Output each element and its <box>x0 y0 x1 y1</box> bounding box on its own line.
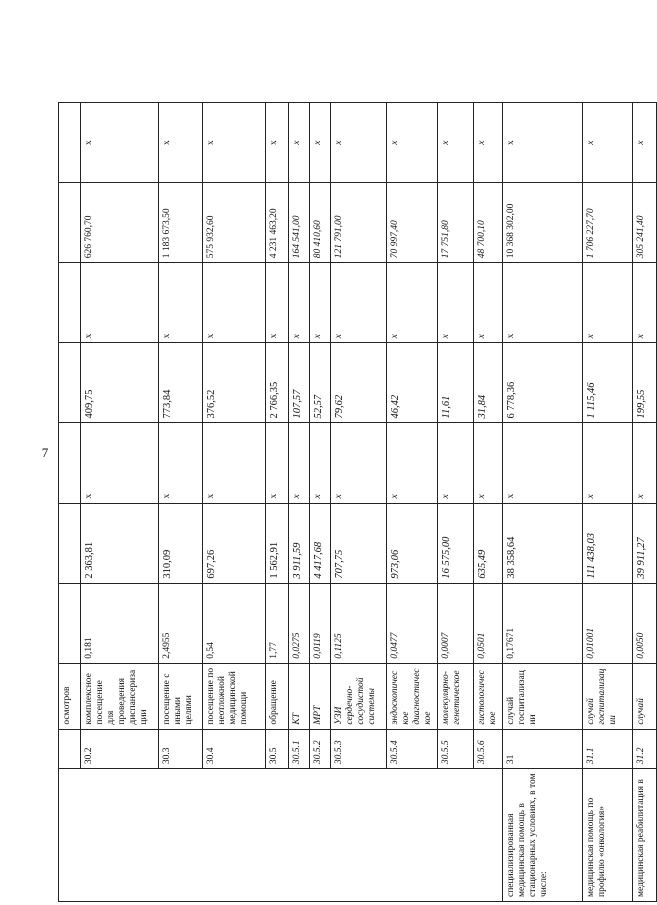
row-number: 31 <box>503 729 583 769</box>
row-number: 30.5.3 <box>331 729 387 769</box>
table-row <box>633 103 657 902</box>
table-row <box>59 103 81 902</box>
value-cell: 10 368 302,00 <box>503 183 583 263</box>
value-cell: 79,62 <box>331 343 387 423</box>
value-cell: х <box>159 423 203 503</box>
row-number: 30.5.5 <box>438 729 474 769</box>
value-cell: 80 410,60 <box>310 183 331 263</box>
value-cell: 4 231 463,20 <box>266 183 289 263</box>
row-number: 30.5.1 <box>289 729 310 769</box>
value-cell: х <box>203 263 266 343</box>
table-row <box>503 103 583 902</box>
value-cell: 0,01001 <box>583 583 633 663</box>
value-cell: 107,57 <box>289 343 310 423</box>
value-cell: 635,49 <box>474 503 503 583</box>
value-cell: 0,17671 <box>503 583 583 663</box>
row-number: 30.5 <box>266 729 289 769</box>
unit-cell: МРТ <box>310 663 331 729</box>
value-cell: 1 706 227,70 <box>583 183 633 263</box>
unit-cell: УЗИ сердечно-сосудистой системы <box>331 663 387 729</box>
row-number: 30.4 <box>203 729 266 769</box>
value-cell: 305 241,40 <box>633 183 657 263</box>
value-cell: х <box>387 263 438 343</box>
value-cell <box>59 183 81 263</box>
value-cell: 0,0477 <box>387 583 438 663</box>
value-cell: 0,0275 <box>289 583 310 663</box>
value-cell: х <box>474 103 503 183</box>
value-cell: 1 183 673,50 <box>159 183 203 263</box>
value-cell: 1 562,91 <box>266 503 289 583</box>
row-title: специализированная медицинская помощь в стационарных условиях, в том числе: <box>503 769 583 902</box>
unit-cell: посещение с иными целями <box>159 663 203 729</box>
value-cell <box>59 103 81 183</box>
value-cell: х <box>310 423 331 503</box>
value-cell: х <box>583 263 633 343</box>
value-cell: 2 363,81 <box>81 503 159 583</box>
value-cell: х <box>310 103 331 183</box>
value-cell: 707,75 <box>331 503 387 583</box>
value-cell: х <box>159 103 203 183</box>
value-cell: 0,0050 <box>633 583 657 663</box>
row-number: 30.2 <box>81 729 159 769</box>
row-title: медицинская реабилитация в <box>633 769 657 902</box>
unit-cell: КТ <box>289 663 310 729</box>
value-cell <box>59 343 81 423</box>
value-cell: х <box>310 263 331 343</box>
unit-cell: гистологическое <box>474 663 503 729</box>
value-cell: х <box>438 263 474 343</box>
value-cell <box>59 503 81 583</box>
value-cell: х <box>583 423 633 503</box>
unit-cell: комплексное посещение для проведения диспансеризации <box>81 663 159 729</box>
row-number: 30.5.6 <box>474 729 503 769</box>
value-cell: 48 700,10 <box>474 183 503 263</box>
value-cell: х <box>387 423 438 503</box>
value-cell: х <box>81 263 159 343</box>
data-table <box>58 102 657 902</box>
value-cell: 697,26 <box>203 503 266 583</box>
value-cell: 4 417,68 <box>310 503 331 583</box>
unit-cell: посещение по неотложной медицинской помощи <box>203 663 266 729</box>
value-cell <box>59 263 81 343</box>
row-title: медицинская помощь по профилю «онкология» <box>583 769 633 902</box>
row-number: 31.1 <box>583 729 633 769</box>
value-cell: 773,84 <box>159 343 203 423</box>
value-cell: х <box>583 103 633 183</box>
value-cell: х <box>289 103 310 183</box>
value-cell: х <box>159 263 203 343</box>
value-cell: х <box>203 423 266 503</box>
value-cell: 3 911,59 <box>289 503 310 583</box>
value-cell: 973,06 <box>387 503 438 583</box>
row-title <box>59 769 503 902</box>
value-cell: 31,84 <box>474 343 503 423</box>
value-cell: 164 541,00 <box>289 183 310 263</box>
value-cell: х <box>266 423 289 503</box>
value-cell: 199,55 <box>633 343 657 423</box>
value-cell: х <box>331 423 387 503</box>
row-number: 30.5.4 <box>387 729 438 769</box>
value-cell: 16 575,00 <box>438 503 474 583</box>
value-cell: х <box>81 423 159 503</box>
unit-cell: эндоскопическое диагностическое <box>387 663 438 729</box>
value-cell: 310,09 <box>159 503 203 583</box>
value-cell: х <box>474 263 503 343</box>
value-cell: 2,4955 <box>159 583 203 663</box>
value-cell: 39 911,27 <box>633 503 657 583</box>
value-cell: 38 358,64 <box>503 503 583 583</box>
row-number: 31.2 <box>633 729 657 769</box>
unit-cell: молекулярно-генетическое <box>438 663 474 729</box>
value-cell: х <box>503 103 583 183</box>
value-cell: 376,52 <box>203 343 266 423</box>
value-cell: х <box>633 263 657 343</box>
value-cell: х <box>203 103 266 183</box>
value-cell: 0,181 <box>81 583 159 663</box>
page-number: 7 <box>41 445 49 460</box>
value-cell: 17 751,80 <box>438 183 474 263</box>
value-cell: 6 778,36 <box>503 343 583 423</box>
unit-cell: осмотров <box>59 663 81 729</box>
value-cell: 52,57 <box>310 343 331 423</box>
unit-cell: случай госпитализации <box>503 663 583 729</box>
value-cell: 111 438,03 <box>583 503 633 583</box>
value-cell: х <box>474 423 503 503</box>
value-cell: 0,54 <box>203 583 266 663</box>
value-cell: 0,0501 <box>474 583 503 663</box>
value-cell: х <box>289 263 310 343</box>
value-cell: 2 766,35 <box>266 343 289 423</box>
table-row <box>583 103 633 902</box>
value-cell: х <box>289 423 310 503</box>
value-cell: 575 932,60 <box>203 183 266 263</box>
value-cell: х <box>503 423 583 503</box>
value-cell: х <box>438 103 474 183</box>
row-number <box>59 729 81 769</box>
value-cell: х <box>331 103 387 183</box>
value-cell: 121 791,00 <box>331 183 387 263</box>
value-cell: х <box>438 423 474 503</box>
value-cell: х <box>387 103 438 183</box>
value-cell: 1,77 <box>266 583 289 663</box>
value-cell: 46,42 <box>387 343 438 423</box>
value-cell: х <box>266 103 289 183</box>
rotated-table-container <box>58 102 647 902</box>
value-cell: 0,0007 <box>438 583 474 663</box>
value-cell: 11,61 <box>438 343 474 423</box>
value-cell: 0,0119 <box>310 583 331 663</box>
value-cell: 70 997,40 <box>387 183 438 263</box>
unit-cell: обращение <box>266 663 289 729</box>
value-cell: 409,75 <box>81 343 159 423</box>
value-cell: х <box>503 263 583 343</box>
value-cell: х <box>331 263 387 343</box>
row-number: 30.3 <box>159 729 203 769</box>
value-cell: 0,1125 <box>331 583 387 663</box>
value-cell <box>59 423 81 503</box>
value-cell: х <box>81 103 159 183</box>
value-cell: 1 115,46 <box>583 343 633 423</box>
value-cell: 626 760,70 <box>81 183 159 263</box>
value-cell: х <box>633 423 657 503</box>
value-cell: х <box>633 103 657 183</box>
unit-cell: случай <box>633 663 657 729</box>
unit-cell: случай госпитализации <box>583 663 633 729</box>
value-cell: х <box>266 263 289 343</box>
value-cell <box>59 583 81 663</box>
row-number: 30.5.2 <box>310 729 331 769</box>
